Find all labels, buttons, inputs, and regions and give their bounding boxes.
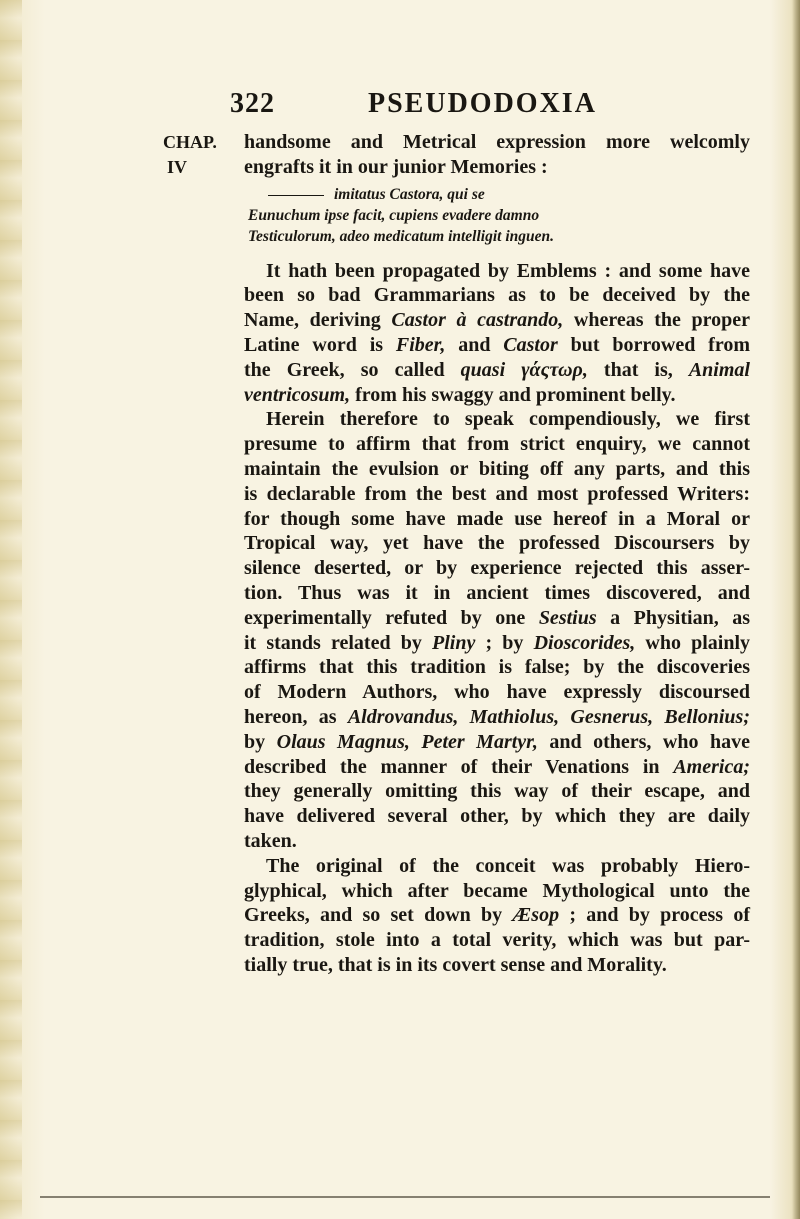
text-line: glyphical, which after became Mythological unto the (244, 879, 750, 902)
text-line: by Olaus Magnus, Peter Martyr, and others, who have (244, 730, 750, 753)
text-line: tially true, that is in its covert sense and Morality. (244, 953, 667, 976)
text-line: affirms that this tradition is false; by the discoveries (244, 656, 750, 679)
text-line: described the manner of their Venations in America; (244, 755, 750, 778)
text-line: taken. (244, 829, 297, 852)
text-line: Herein therefore to speak compendiously, we first (266, 408, 750, 431)
chapter-number: IV (167, 157, 188, 177)
text-line: is declarable from the best and most professed Writers: (244, 482, 750, 505)
text-line: it stands related by Pliny ; by Dioscorides, who plainly (244, 631, 751, 654)
text-line: ventricosum, from his swaggy and prominent belly. (244, 383, 676, 406)
text-line: It hath been propagated by Emblems : and some have (266, 259, 750, 282)
text-line: handsome and Metrical expression more welcomly (244, 131, 750, 153)
text-line: Greeks, and so set down by Æsop ; and by process of (244, 904, 750, 927)
quote-line: Eunuchum ipse facit, cupiens evadere damno (248, 206, 540, 224)
text-line: experimentally refuted by one Sestius a Physitian, as (244, 606, 751, 629)
text-line: been so bad Grammarians as to be deceived by the (244, 284, 750, 307)
paragraph-original (244, 854, 750, 978)
body-text (244, 130, 750, 978)
text-line: hereon, as Aldrovandus, Mathiolus, Gesnerus, Bellonius; (244, 705, 750, 728)
text-line: of Modern Authors, who have expressly discoursed (244, 681, 750, 704)
text-line: tion. Thus was it in ancient times discovered, and (244, 581, 750, 604)
text-line: silence deserted, or by experience rejected this asser- (244, 557, 750, 580)
quote-line: imitatus Castora, qui se (334, 185, 485, 203)
text-line: Tropical way, yet have the professed Discoursers by (244, 532, 750, 555)
text-line: have delivered several other, by which they are daily (244, 805, 750, 828)
text-line: they generally omitting this way of their escape, and (244, 780, 750, 803)
quote-line: Testiculorum, adeo medicatum intelligit inguen. (248, 227, 555, 245)
text-line: engrafts it in our junior Memories : (244, 155, 548, 178)
quote-dash (268, 195, 324, 196)
text-line: Name, deriving Castor à castrando, whereas the proper (244, 309, 751, 332)
text-line: for though some have made use hereof in a Moral or (244, 507, 750, 530)
chapter-label: CHAP. (163, 132, 217, 152)
page-left-edge (0, 0, 22, 1219)
paragraph-emblems (244, 259, 750, 408)
text-line: Latine word is Fiber, and Castor but borrowed from (244, 333, 751, 356)
text-line: The original of the conceit was probably Hiero- (266, 854, 750, 877)
text-line: maintain the evulsion or biting off any parts, and this (244, 457, 750, 480)
page-right-edge (792, 0, 800, 1219)
paragraph-herein (244, 407, 750, 853)
running-title: PSEUDODOXIA (368, 88, 597, 119)
page-number: 322 (230, 88, 275, 119)
text-line: tradition, stole into a total verity, which was but par- (244, 929, 750, 952)
text-line: the Greek, so called quasi γάςτωρ, that is, Animal (244, 358, 750, 381)
chapter-margin-note (163, 130, 223, 180)
running-header (230, 88, 690, 128)
page-bottom-edge (40, 1196, 770, 1198)
text-line: presume to affirm that from strict enquiry, we cannot (244, 433, 750, 456)
latin-quotation (244, 184, 750, 247)
